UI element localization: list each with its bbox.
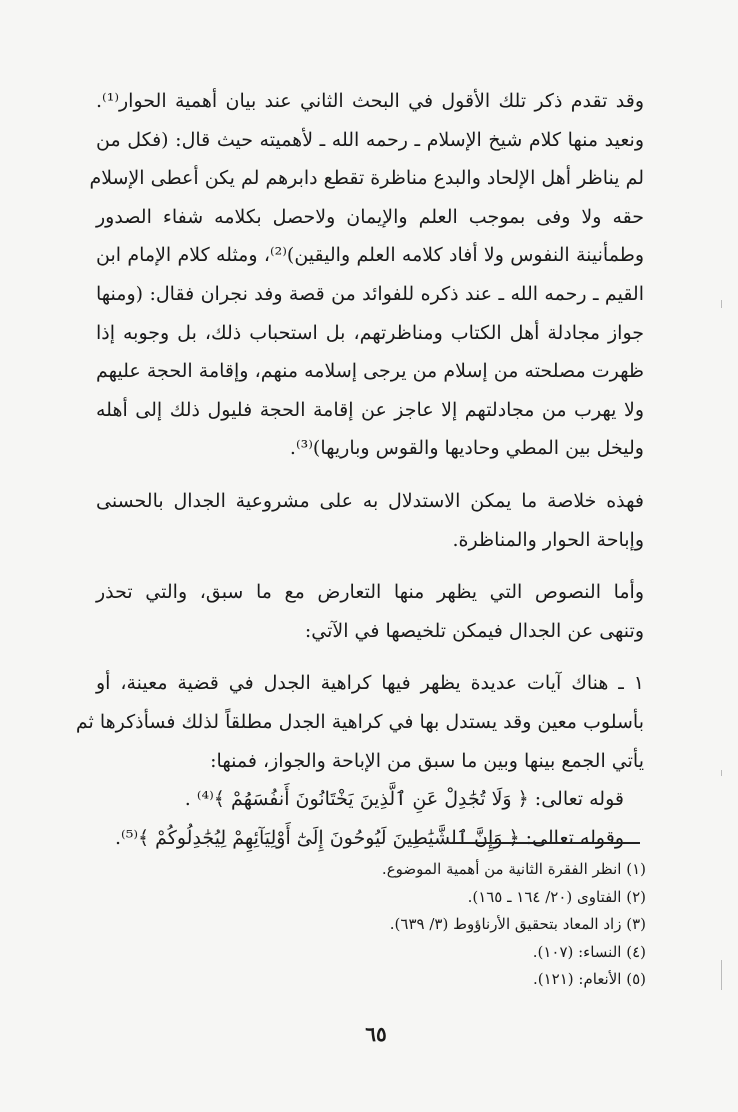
text-line: جواز مجادلة أهل الكتاب ومناظرتهم، بل استحباب ذلك، بل وجوبه إذا [96, 321, 644, 344]
text-line: وطمأنينة النفوس ولا أفاد كلامه العلم واليقين)⁽²⁾، ومثله كلام الإمام ابن [96, 244, 644, 267]
paragraph-4 [75, 664, 644, 857]
footnote-item: (٤) النساء: (١٠٧). [532, 942, 646, 961]
paragraph-3 [96, 573, 644, 650]
text-line: وتنهى عن الجدال فيمكن تلخيصها في الآتي: [304, 619, 644, 642]
text-line: حقه ولا وفى بموجب العلم والإيمان ولاحصل بكلامه شفاء الصدور [96, 205, 644, 228]
footnote-item: (٥) الأنعام: (١٢١). [532, 970, 646, 989]
text-line: بأسلوب معين وقد يستدل بها في كراهية الجدل مطلقاً لذلك فسأذكرها ثم [75, 710, 644, 733]
main-text [75, 82, 644, 857]
footnote-item: (٢) الفتاوى (٢٠/ ١٦٤ ـ ١٦٥). [467, 887, 646, 906]
footnote-divider [452, 842, 640, 844]
text-line: وأما النصوص التي يظهر منها التعارض مع ما سبق، والتي تحذر [96, 581, 644, 604]
scan-mark [721, 960, 722, 990]
text-line: ظهرت مصلحته من إسلام من يرجى إسلامه منهم، وإقامة الحجة عليهم [96, 360, 644, 383]
quran-verse: وقوله تعالى: ﴿ وَإِنَّ ٱلشَّيَٰطِينَ لَيُوحُونَ إِلَىٰٓ أَوْلِيَآئِهِمْ لِيُجَٰدِلُوكُمْ ﴾⁽⁵⁾. [114, 826, 624, 849]
text-line: وقد تقدم ذكر تلك الأقول في البحث الثاني عند بيان أهمية الحوار⁽¹⁾. [96, 90, 644, 112]
text-line: فهذه خلاصة ما يمكن الاستدلال به على مشروعية الجدال بالحسنى [96, 489, 644, 512]
scan-mark [721, 770, 722, 776]
quran-verse: قوله تعالى: ﴿ وَلَا تُجَٰدِلْ عَنِ ٱلَّذِينَ يَخْتَانُونَ أَنفُسَهُمْ ﴾⁽⁴⁾ . [184, 788, 624, 811]
text-line: لم يناظر أهل الإلحاد والبدع مناظرة تقطع دابرهم لم يكن أعطى الإسلام [89, 167, 644, 190]
footnotes [300, 856, 646, 994]
text-line: يأتي الجمع بينها وبين ما سبق من الإباحة والجواز، فمنها: [210, 749, 644, 772]
paragraph-1 [89, 82, 644, 468]
text-line: القيم ـ رحمه الله ـ عند ذكره للفوائد من قصة وفد نجران فقال: (ومنها [96, 282, 644, 305]
text-line: وإباحة الحوار والمناظرة. [452, 528, 644, 551]
text-line: ١ ـ هناك آيات عديدة يظهر فيها كراهية الجدل في قضية معينة، أو [96, 672, 644, 695]
text-line: وليخل بين المطي وحاديها والقوس وباريها)⁽³⁾. [289, 437, 644, 460]
scan-mark [721, 300, 722, 308]
footnote-item: (١) انظر الفقرة الثانية من أهمية الموضوع. [381, 860, 646, 878]
paragraph-2 [96, 482, 644, 559]
page-number: ٦٥ [365, 1022, 387, 1046]
footnote-item: (٣) زاد المعاد بتحقيق الأرناؤوط (٣/ ٦٣٩). [389, 915, 646, 934]
text-line: ونعيد منها كلام شيخ الإسلام ـ رحمه الله ـ لأهميته حيث قال: (فكل من [96, 128, 644, 151]
text-line: ولا يهرب من مجادلتهم إلا عاجز عن إقامة الحجة فليول ذلك إلى أهله [96, 398, 644, 421]
